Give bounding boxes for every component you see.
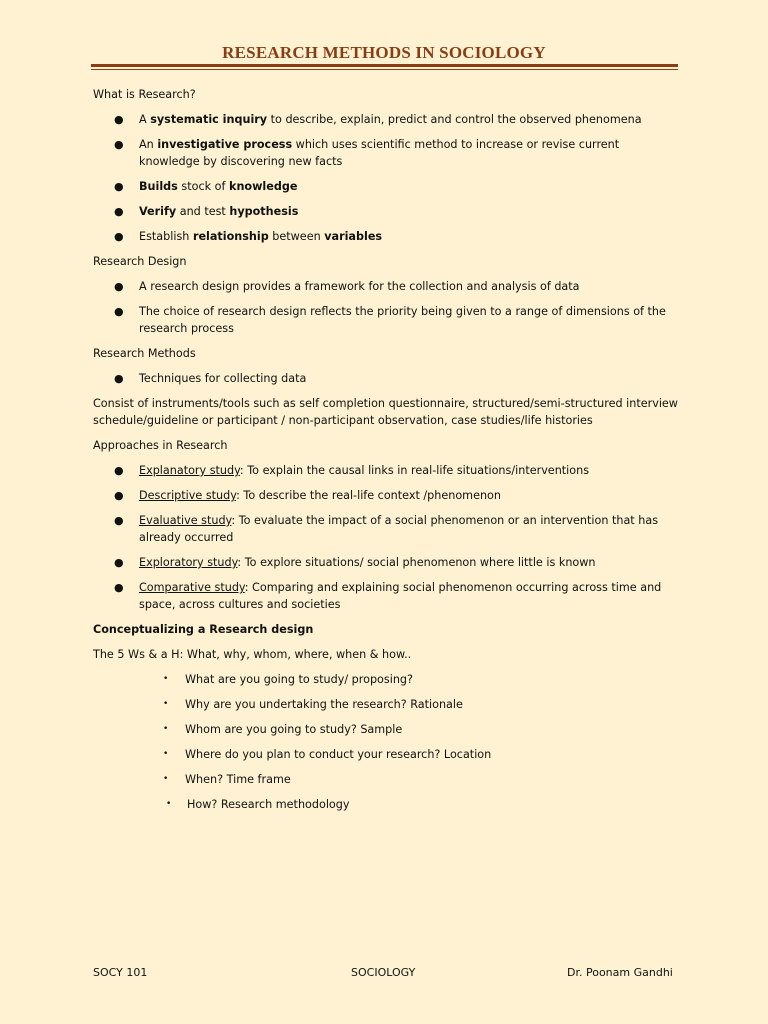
list-item: ● Evaluative study: To evaluate the impact of a social phenomenon or an intervention that has already occurred: [114, 514, 659, 544]
list-item: • Whom are you going to study? Sample: [163, 723, 403, 736]
conceptualizing-intro: The 5 Ws & a H: What, why, whom, where, when & how..: [93, 648, 412, 661]
small-bullet-icon: •: [163, 749, 169, 759]
bullet-icon: ●: [114, 138, 124, 151]
what-is-research-list: [93, 111, 683, 245]
bullet-icon: ●: [114, 581, 124, 594]
section-heading-approaches: Approaches in Research: [93, 439, 228, 452]
approaches-list: [93, 462, 683, 613]
bullet-icon: ●: [114, 372, 124, 385]
page-title: RESEARCH METHODS IN SOCIOLOGY: [222, 43, 546, 62]
list-item: • Where do you plan to conduct your research? Location: [163, 748, 492, 761]
list-item: ● Comparative study: Comparing and explaining social phenomenon occurring across time and space, across cultures and societies: [114, 581, 662, 611]
footer-subject: SOCIOLOGY: [351, 966, 416, 979]
title-rule-thin: [91, 69, 678, 70]
list-item: ● Verify and test hypothesis: [114, 205, 299, 218]
list-item: ● Establish relationship between variables: [114, 230, 383, 243]
small-bullet-icon: •: [163, 774, 169, 784]
list-item: ● A research design provides a framework for the collection and analysis of data: [114, 280, 580, 293]
section-heading-research-design: Research Design: [93, 255, 187, 268]
list-item: • What are you going to study/ proposing?: [163, 673, 413, 686]
list-item: ● Exploratory study: To explore situations/ social phenomenon where little is known: [114, 556, 596, 569]
bullet-icon: ●: [114, 180, 124, 193]
small-bullet-icon: •: [163, 699, 169, 709]
bullet-icon: ●: [114, 556, 124, 569]
bullet-icon: ●: [114, 205, 124, 218]
research-methods-paragraph: Consist of instruments/tools such as self completion questionnaire, structured/semi-structured interview schedule/guideline or participant / non-participant observation, case studies/life histories: [93, 397, 678, 427]
bullet-icon: ●: [114, 280, 124, 293]
footer-course-code: SOCY 101: [93, 966, 148, 979]
bullet-icon: ●: [114, 230, 124, 243]
small-bullet-icon: •: [163, 724, 169, 734]
list-item: ● Builds stock of knowledge: [114, 180, 298, 193]
title-rule-thick: [91, 64, 678, 67]
list-item: ● Explanatory study: To explain the causal links in real-life situations/interventions: [114, 464, 590, 477]
bullet-icon: ●: [114, 113, 124, 126]
research-design-list: [93, 278, 683, 337]
list-item: ● The choice of research design reflects the priority being given to a range of dimensions of the research process: [114, 305, 666, 335]
list-item: ● Descriptive study: To describe the real-life context /phenomenon: [114, 489, 501, 502]
list-item: • Why are you undertaking the research? Rationale: [163, 698, 463, 711]
list-item: • How? Research methodology: [166, 798, 350, 811]
list-item: ● A systematic inquiry to describe, explain, predict and control the observed phenomena: [114, 113, 642, 126]
research-methods-list: [93, 370, 683, 387]
bullet-icon: ●: [114, 464, 124, 477]
small-bullet-icon: •: [163, 674, 169, 684]
document-body: [93, 86, 683, 821]
conceptualizing-questions-list: [93, 671, 683, 813]
bullet-icon: ●: [114, 514, 124, 527]
section-heading-research-methods: Research Methods: [93, 347, 196, 360]
list-item: • When? Time frame: [163, 773, 291, 786]
section-heading-conceptualizing: Conceptualizing a Research design: [93, 623, 314, 636]
bullet-icon: ●: [114, 489, 124, 502]
list-item: ● Techniques for collecting data: [114, 372, 307, 385]
bullet-icon: ●: [114, 305, 124, 318]
footer-author: Dr. Poonam Gandhi: [567, 966, 673, 979]
list-item: ● An investigative process which uses scientific method to increase or revise current knowledge by discovering new facts: [114, 138, 620, 168]
section-heading-what-is-research: What is Research?: [93, 88, 196, 101]
small-bullet-icon: •: [166, 799, 172, 809]
